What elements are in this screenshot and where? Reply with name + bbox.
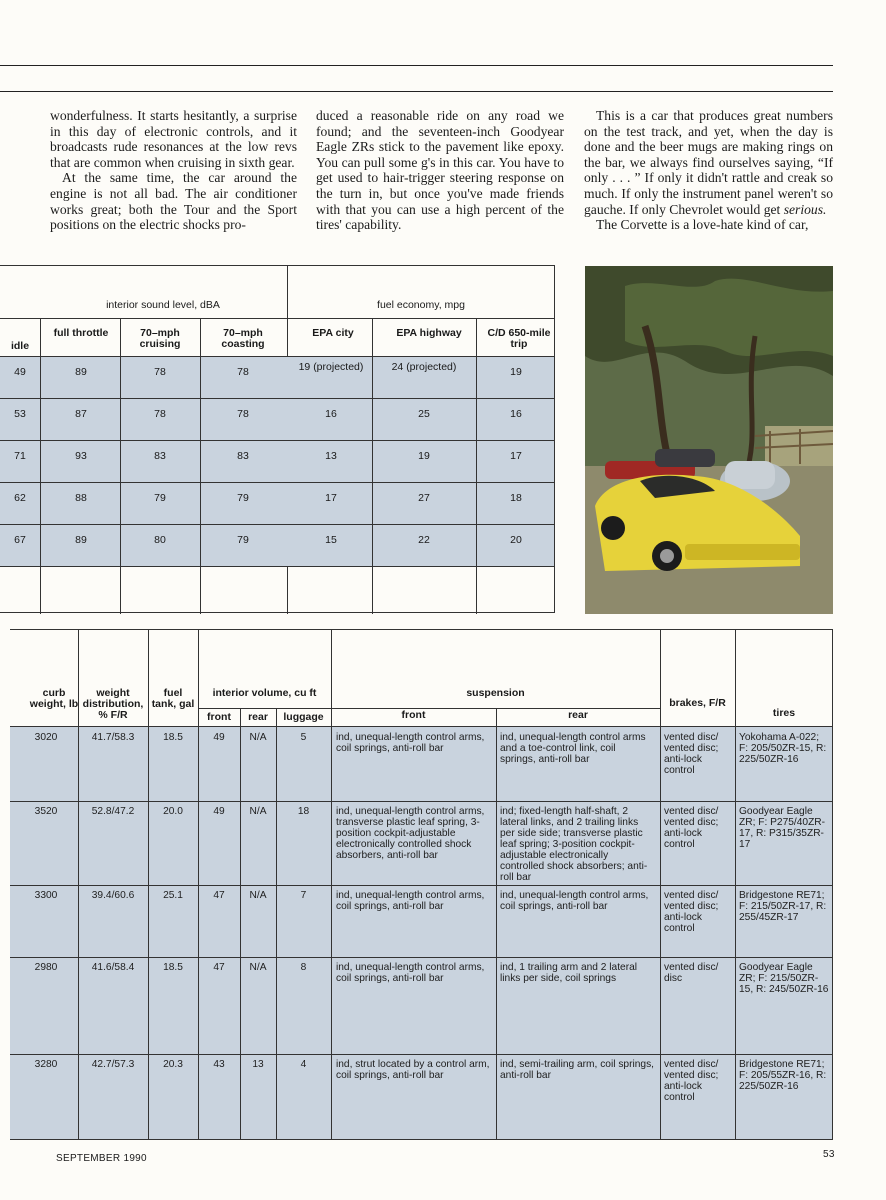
spec-cell-brakes: vented disc/ vented disc; anti-lock control: [664, 806, 719, 850]
text-column-2: [316, 108, 564, 233]
col-header-idle: idle: [10, 340, 30, 352]
col-header-susp-front: front: [401, 709, 426, 721]
sound-table-cell: 78: [154, 366, 166, 378]
page-number: 53: [823, 1149, 835, 1160]
spec-cell-susp-front: ind, unequal-length control arms, transverse plastic leaf spring, 3-position cockpit-adjustable electronically controlled shock absorbers, anti-roll bar: [336, 806, 485, 861]
sound-table-cell: 17: [510, 450, 522, 462]
spec-cell-curb: 2980: [34, 962, 58, 973]
spec-cell-weight: 52.8/47.2: [91, 806, 135, 817]
col-header-coast: 70–mph coasting: [221, 327, 265, 350]
col-header-trip: C/D 650-mile trip: [487, 327, 551, 350]
sound-fuel-table: [0, 265, 555, 613]
spec-cell-fuel: 18.5: [163, 962, 183, 973]
sound-table-cell: 78: [154, 408, 166, 420]
spec-cell-rear: N/A: [249, 962, 267, 973]
spec-cell-tires: Bridgestone RE71; F: 205/55ZR-16, R: 225/50ZR-16: [739, 1059, 827, 1092]
spec-cell-tires: Yokohama A-022; F: 205/50ZR-15, R: 225/50ZR-16: [739, 732, 827, 765]
spec-cell-tires: Goodyear Eagle ZR; F: P275/40ZR-17, R: P315/35ZR-17: [739, 806, 826, 850]
spec-cell-brakes: vented disc/ vented disc; anti-lock control: [664, 1059, 719, 1103]
sound-table-cell: 24 (projected): [391, 361, 457, 373]
top-rule-2: [0, 91, 833, 92]
sound-table-cell: 27: [418, 492, 430, 504]
spec-table: [10, 629, 833, 1139]
sound-table-cell: 13: [325, 450, 337, 462]
sound-table-cell: 80: [154, 534, 166, 546]
sound-table-cell: 88: [75, 492, 87, 504]
paragraph: wonderfulness. It starts hesitantly, a surprise in this day of electronic controls, and it broadcasts rude resonances at the low revs that are common when cruising in sixth gear.: [50, 108, 297, 170]
sound-table-cell: 19: [418, 450, 430, 462]
col-header-interior: interior volume, cu ft: [212, 687, 317, 699]
spec-cell-rear: N/A: [249, 806, 267, 817]
spec-cell-luggage: 7: [300, 890, 307, 901]
sound-table-cell: 62: [14, 492, 26, 504]
spec-cell-rear: N/A: [249, 732, 267, 743]
group-header-fuel: fuel economy, mpg: [377, 299, 465, 311]
sound-table-cell: 83: [154, 450, 166, 462]
emphasis: serious.: [783, 201, 827, 217]
corvette-photo: [585, 266, 833, 614]
top-rule: [0, 65, 833, 66]
spec-cell-rear: N/A: [249, 890, 267, 901]
spec-cell-weight: 42.7/57.3: [91, 1059, 135, 1070]
sound-table-cell: 67: [14, 534, 26, 546]
sound-table-cell: 19: [510, 366, 522, 378]
spec-cell-brakes: vented disc/ vented disc; anti-lock control: [664, 732, 719, 776]
text-column-3: [584, 108, 833, 233]
spec-cell-susp-rear: ind; fixed-length half-shaft, 2 lateral links, and 2 trailing links per side side; transverse plastic leaf spring; 3-position cockpit-adjustable electronically controlled shock absorbers; anti-roll bar: [500, 806, 648, 883]
spec-cell-curb: 3300: [34, 890, 58, 901]
spec-cell-fuel: 18.5: [163, 732, 183, 743]
sound-table-cell: 16: [510, 408, 522, 420]
spec-cell-fuel: 20.0: [163, 806, 183, 817]
spec-cell-curb: 3520: [34, 806, 58, 817]
spec-cell-susp-rear: ind, semi-trailing arm, coil springs, anti-roll bar: [500, 1059, 654, 1081]
spec-cell-weight: 41.7/58.3: [91, 732, 135, 743]
sound-table-cell: 22: [418, 534, 430, 546]
col-header-cruise: 70–mph cruising: [139, 327, 181, 350]
spec-cell-curb: 3280: [34, 1059, 58, 1070]
sound-table-cell: 79: [237, 492, 249, 504]
col-header-suspension: suspension: [466, 687, 525, 699]
spec-cell-fuel: 25.1: [163, 890, 183, 901]
col-header-curb: curb weight, lb: [29, 687, 79, 710]
spec-cell-luggage: 8: [300, 962, 307, 973]
spec-cell-susp-front: ind, unequal-length control arms, coil springs, anti-roll bar: [336, 732, 485, 754]
paragraph: At the same time, the car around the engine is not all bad. The air conditioner works great; both the Tour and the Sport positions on the electric shocks pro-: [50, 170, 297, 233]
sound-table-cell: 78: [237, 408, 249, 420]
paragraph-text: This is a car that produces great numbers on the test track, and yet, when the day is done and the beer mugs are making rings on the bar, we always find ourselves saying, “If only . . . ” If only it didn't rattle and creak so much. If only the instrument panel weren't so gauche. If only Chevrolet would get: [584, 108, 833, 217]
spec-cell-front: 47: [213, 962, 225, 973]
spec-cell-front: 49: [213, 806, 225, 817]
sound-table-cell: 87: [75, 408, 87, 420]
spec-cell-luggage: 4: [300, 1059, 307, 1070]
spec-cell-susp-rear: ind, unequal-length control arms and a toe-control link, coil springs, anti-roll bar: [500, 732, 646, 765]
sound-table-cell: 79: [237, 534, 249, 546]
group-header-sound: interior sound level, dBA: [106, 299, 220, 311]
spec-cell-susp-rear: ind, unequal-length control arms, coil springs, anti-roll bar: [500, 890, 649, 912]
col-header-int-front: front: [207, 711, 231, 723]
spec-cell-weight: 39.4/60.6: [91, 890, 135, 901]
sound-table-cell: 16: [325, 408, 337, 420]
col-header-weight: weight distribution, % F/R: [82, 687, 144, 721]
sound-table-cell: 15: [325, 534, 337, 546]
col-header-fuel: fuel tank, gal: [151, 687, 195, 710]
col-header-susp-rear: rear: [568, 709, 588, 721]
sound-table-cell: 20: [510, 534, 522, 546]
spec-cell-tires: Bridgestone RE71; F: 215/50ZR-17, R: 255/45ZR-17: [739, 890, 827, 923]
spec-cell-front: 49: [213, 732, 225, 743]
spec-cell-brakes: vented disc/ vented disc; anti-lock control: [664, 890, 719, 934]
spec-cell-weight: 41.6/58.4: [91, 962, 135, 973]
col-header-epa-hwy: EPA highway: [396, 327, 462, 339]
sound-table-cell: 71: [14, 450, 26, 462]
col-header-int-rear: rear: [248, 711, 268, 723]
spec-cell-susp-front: ind, unequal-length control arms, coil springs, anti-roll bar: [336, 890, 485, 912]
spec-cell-susp-front: ind, strut located by a control arm, coil springs, anti-roll bar: [336, 1059, 490, 1081]
sound-table-cell: 49: [14, 366, 26, 378]
col-header-full: full throttle: [53, 327, 109, 339]
spec-cell-front: 43: [213, 1059, 225, 1070]
paragraph: The Corvette is a love-hate kind of car,: [596, 217, 809, 233]
sound-table-cell: 89: [75, 534, 87, 546]
footer-date: SEPTEMBER 1990: [56, 1153, 147, 1164]
sound-table-cell: 83: [237, 450, 249, 462]
col-header-epa-city: EPA city: [312, 327, 354, 339]
sound-table-cell: 78: [237, 366, 249, 378]
col-header-luggage: luggage: [283, 711, 324, 723]
col-header-brakes: brakes, F/R: [669, 697, 726, 709]
spec-cell-luggage: 5: [300, 732, 307, 743]
sound-table-cell: 79: [154, 492, 166, 504]
spec-cell-tires: Goodyear Eagle ZR; F: 215/50ZR-15, R: 245/50ZR-16: [739, 962, 829, 995]
spec-cell-curb: 3020: [34, 732, 58, 743]
sound-table-cell: 89: [75, 366, 87, 378]
text-column-1: [50, 108, 297, 233]
sound-table-cell: 93: [75, 450, 87, 462]
spec-cell-brakes: vented disc/ disc: [664, 962, 719, 984]
spec-cell-susp-front: ind, unequal-length control arms, coil springs, anti-roll bar: [336, 962, 485, 984]
sound-table-cell: 25: [418, 408, 430, 420]
spec-cell-susp-rear: ind, 1 trailing arm and 2 lateral links per side, coil springs: [500, 962, 638, 984]
sound-table-cell: 19 (projected): [298, 361, 364, 373]
col-header-tires: tires: [772, 707, 796, 719]
paragraph: [584, 108, 833, 217]
spec-cell-fuel: 20.3: [163, 1059, 183, 1070]
spec-cell-rear: 13: [252, 1059, 264, 1070]
spec-cell-front: 47: [213, 890, 225, 901]
sound-table-cell: 53: [14, 408, 26, 420]
spec-cell-luggage: 18: [297, 806, 310, 817]
sound-table-cell: 17: [325, 492, 337, 504]
sound-table-cell: 18: [510, 492, 522, 504]
paragraph: duced a reasonable ride on any road we found; and the seventeen-inch Goodyear Eagle ZRs stick to the pavement like epoxy. You can pull some g's in this car. You have to get used to hair-trigger steering response on the turn in, but once you've made friends with that you can use a high percent of the tires' capability.: [316, 108, 564, 233]
